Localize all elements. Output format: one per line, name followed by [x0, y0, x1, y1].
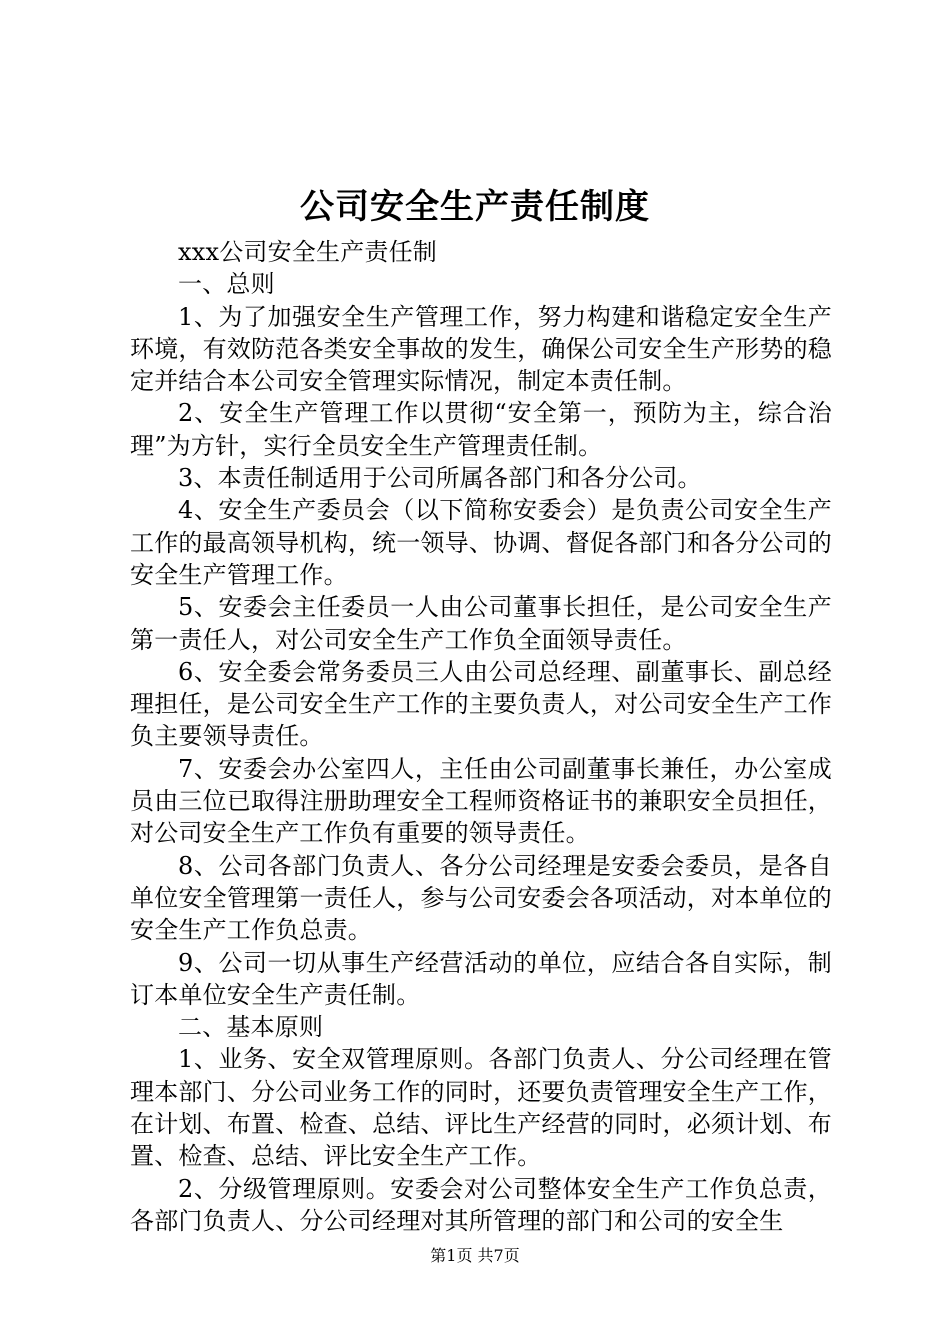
paragraph: 5、安委会主任委员一人由公司董事长担任，是公司安全生产第一责任人，对公司安全生产工作负全面领导责任。 [130, 593, 832, 654]
paragraph: 1、业务、安全双管理原则。各部门负责人、分公司经理在管理本部门、分公司业务工作的同时，还要负责管理安全生产工作，在计划、布置、检查、总结、评比生产经营的同时，必须计划、布置、检查、总结、评比安全生产工作。 [130, 1045, 832, 1171]
paragraph: 3、本责任制适用于公司所属各部门和各分公司。 [178, 464, 702, 493]
section-heading: 二、基本原则 [178, 1013, 324, 1042]
paragraph: xxx公司安全生产责任制 [178, 238, 438, 266]
page-number-footer: 第1页 共7页 [430, 1246, 520, 1265]
document-body [130, 236, 832, 1237]
section-heading: 一、总则 [178, 270, 275, 299]
paragraph: 9、公司一切从事生产经营活动的单位，应结合各自实际，制订本单位安全生产责任制。 [130, 948, 832, 1009]
document-title: 公司安全生产责任制度 [300, 187, 650, 227]
paragraph: 6、安全委会常务委员三人由公司总经理、副董事长、副总经理担任，是公司安全生产工作的主要负责人，对公司安全生产工作负主要领导责任。 [130, 657, 832, 751]
paragraph: 8、公司各部门负责人、各分公司经理是安委会委员，是各自单位安全管理第一责任人，参与公司安委会各项活动，对本单位的安全生产工作负总责。 [130, 851, 832, 945]
paragraph: 7、安委会办公室四人，主任由公司副董事长兼任，办公室成员由三位已取得注册助理安全工程师资格证书的兼职安全员担任，对公司安全生产工作负有重要的领导责任。 [130, 754, 832, 848]
paragraph: 2、分级管理原则。安委会对公司整体安全生产工作负总责，各部门负责人、分公司经理对其所管理的部门和公司的安全生 [130, 1174, 832, 1235]
paragraph: 2、安全生产管理工作以贯彻“安全第一，预防为主，综合治理”为方针，实行全员安全生产管理责任制。 [130, 399, 832, 460]
paragraph: 1、为了加强安全生产管理工作，努力构建和谐稳定安全生产环境，有效防范各类安全事故的发生，确保公司安全生产形势的稳定并结合本公司安全管理实际情况，制定本责任制。 [130, 302, 832, 396]
paragraph: 4、安全生产委员会（以下简称安委会）是负责公司安全生产工作的最高领导机构，统一领导、协调、督促各部门和各分公司的安全生产管理工作。 [130, 496, 832, 589]
